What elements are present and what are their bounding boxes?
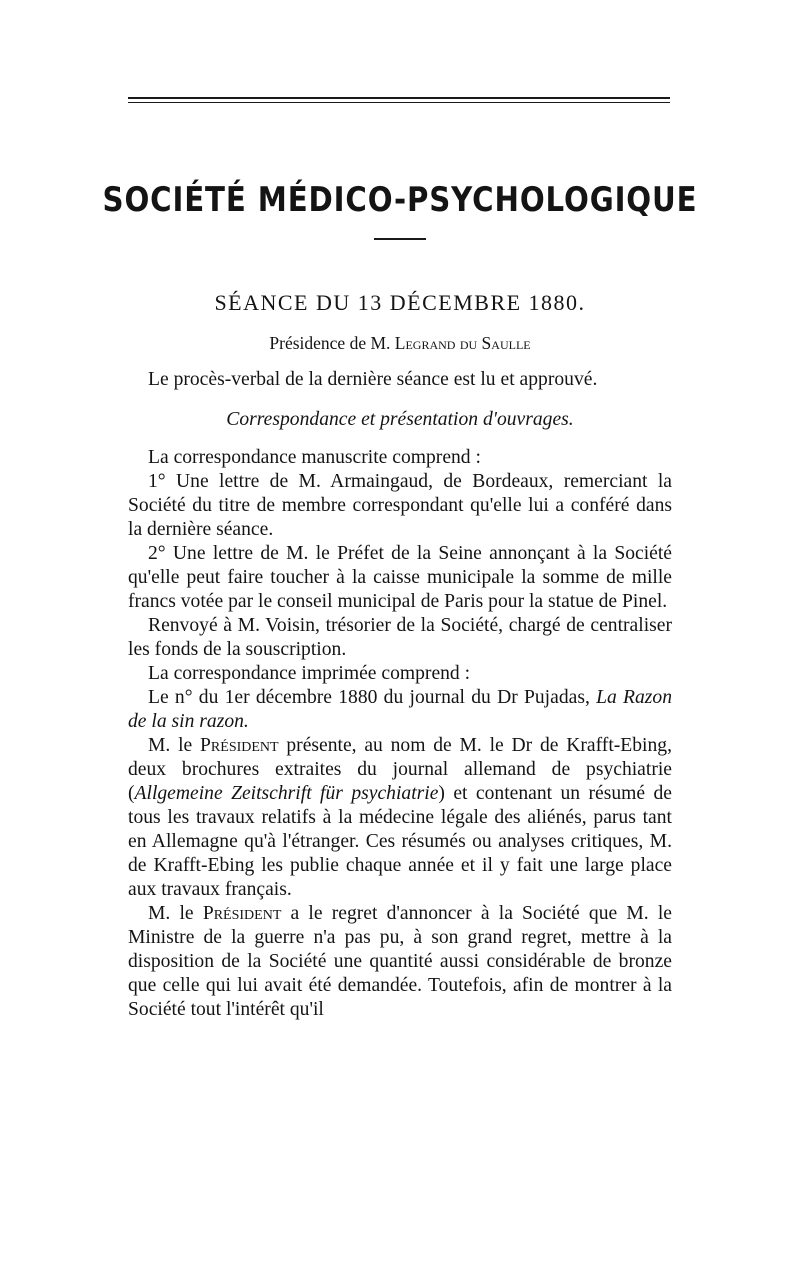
text-part: ) et contenant un résumé de tous les travaux relatifs à la médecine légale des aliénés, parus tant en Allemagne qu'à l'étranger. Ces résumés ou analyses critiques, M. de Krafft-Ebing les publie chaque année et il y fait une large place aux travaux français.: [128, 783, 672, 900]
president-name: Legrand du Saulle: [394, 333, 531, 353]
top-rule: [128, 97, 670, 99]
paragraph-president-regret: [128, 902, 672, 1022]
text-part: a le regret d'annoncer à la Société que M. le Ministre de la guerre n'a pas pu, à son grand regret, mettre à la disposition de la Société une quantité aussi considérable de bronze que celle qui lui avait été demandée. Toutefois, afin de montrer à la Société tout l'intérêt qu'il: [128, 903, 672, 1020]
paragraph-letter-1: 1° Une lettre de M. Armaingaud, de Bordeaux, remerciant la Société du titre de membre correspondant qu'elle lui a conféré dans la dernière séance.: [128, 471, 672, 540]
paragraph-referred: Renvoyé à M. Voisin, trésorier de la Société, chargé de centraliser les fonds de la souscription.: [128, 615, 672, 660]
session-heading: SÉANCE DU 13 DÉCEMBRE 1880.: [214, 290, 586, 315]
text-part: M. le: [148, 735, 201, 756]
president-label: Président: [202, 903, 282, 924]
body-text: [128, 368, 672, 1022]
paragraph-printed: La correspondance imprimée comprend :: [148, 663, 471, 684]
text-part: M. le: [148, 903, 203, 924]
society-title: SOCIÉTÉ MÉDICO-PSYCHOLOGIQUE: [102, 180, 698, 220]
paragraph-journal: [128, 686, 672, 734]
title-rule: [374, 238, 426, 240]
journal-title: La Razon de la sin razon.: [128, 687, 672, 732]
paragraph-president-presents: [128, 734, 672, 902]
text-part: présente, au nom de M. le Dr de Krafft-Ebing, deux brochures extraites du journal allemand de psychiatrie (: [128, 735, 672, 804]
paragraph-manuscript: La correspondance manuscrite comprend :: [148, 447, 481, 468]
section-heading: Correspondance et présentation d'ouvrages.: [226, 409, 574, 430]
german-journal-title: Allgemeine Zeitschrift für psychiatrie: [134, 783, 439, 804]
paragraph-letter-2: 2° Une lettre de M. le Préfet de la Seine annonçant à la Société qu'elle peut faire toucher à la caisse municipale la somme de mille francs votée par le conseil municipal de Paris pour la statue de Pinel.: [128, 543, 672, 612]
journal-text: Le n° du 1er décembre 1880 du journal du Dr Pujadas,: [148, 687, 597, 708]
paragraph-minutes: Le procès-verbal de la dernière séance est lu et approuvé.: [148, 369, 598, 390]
presidence-prefix: Présidence de M.: [269, 333, 395, 353]
president-label: Président: [200, 735, 279, 756]
presidence-line: [0, 333, 800, 354]
top-rule-thin: [128, 102, 670, 103]
